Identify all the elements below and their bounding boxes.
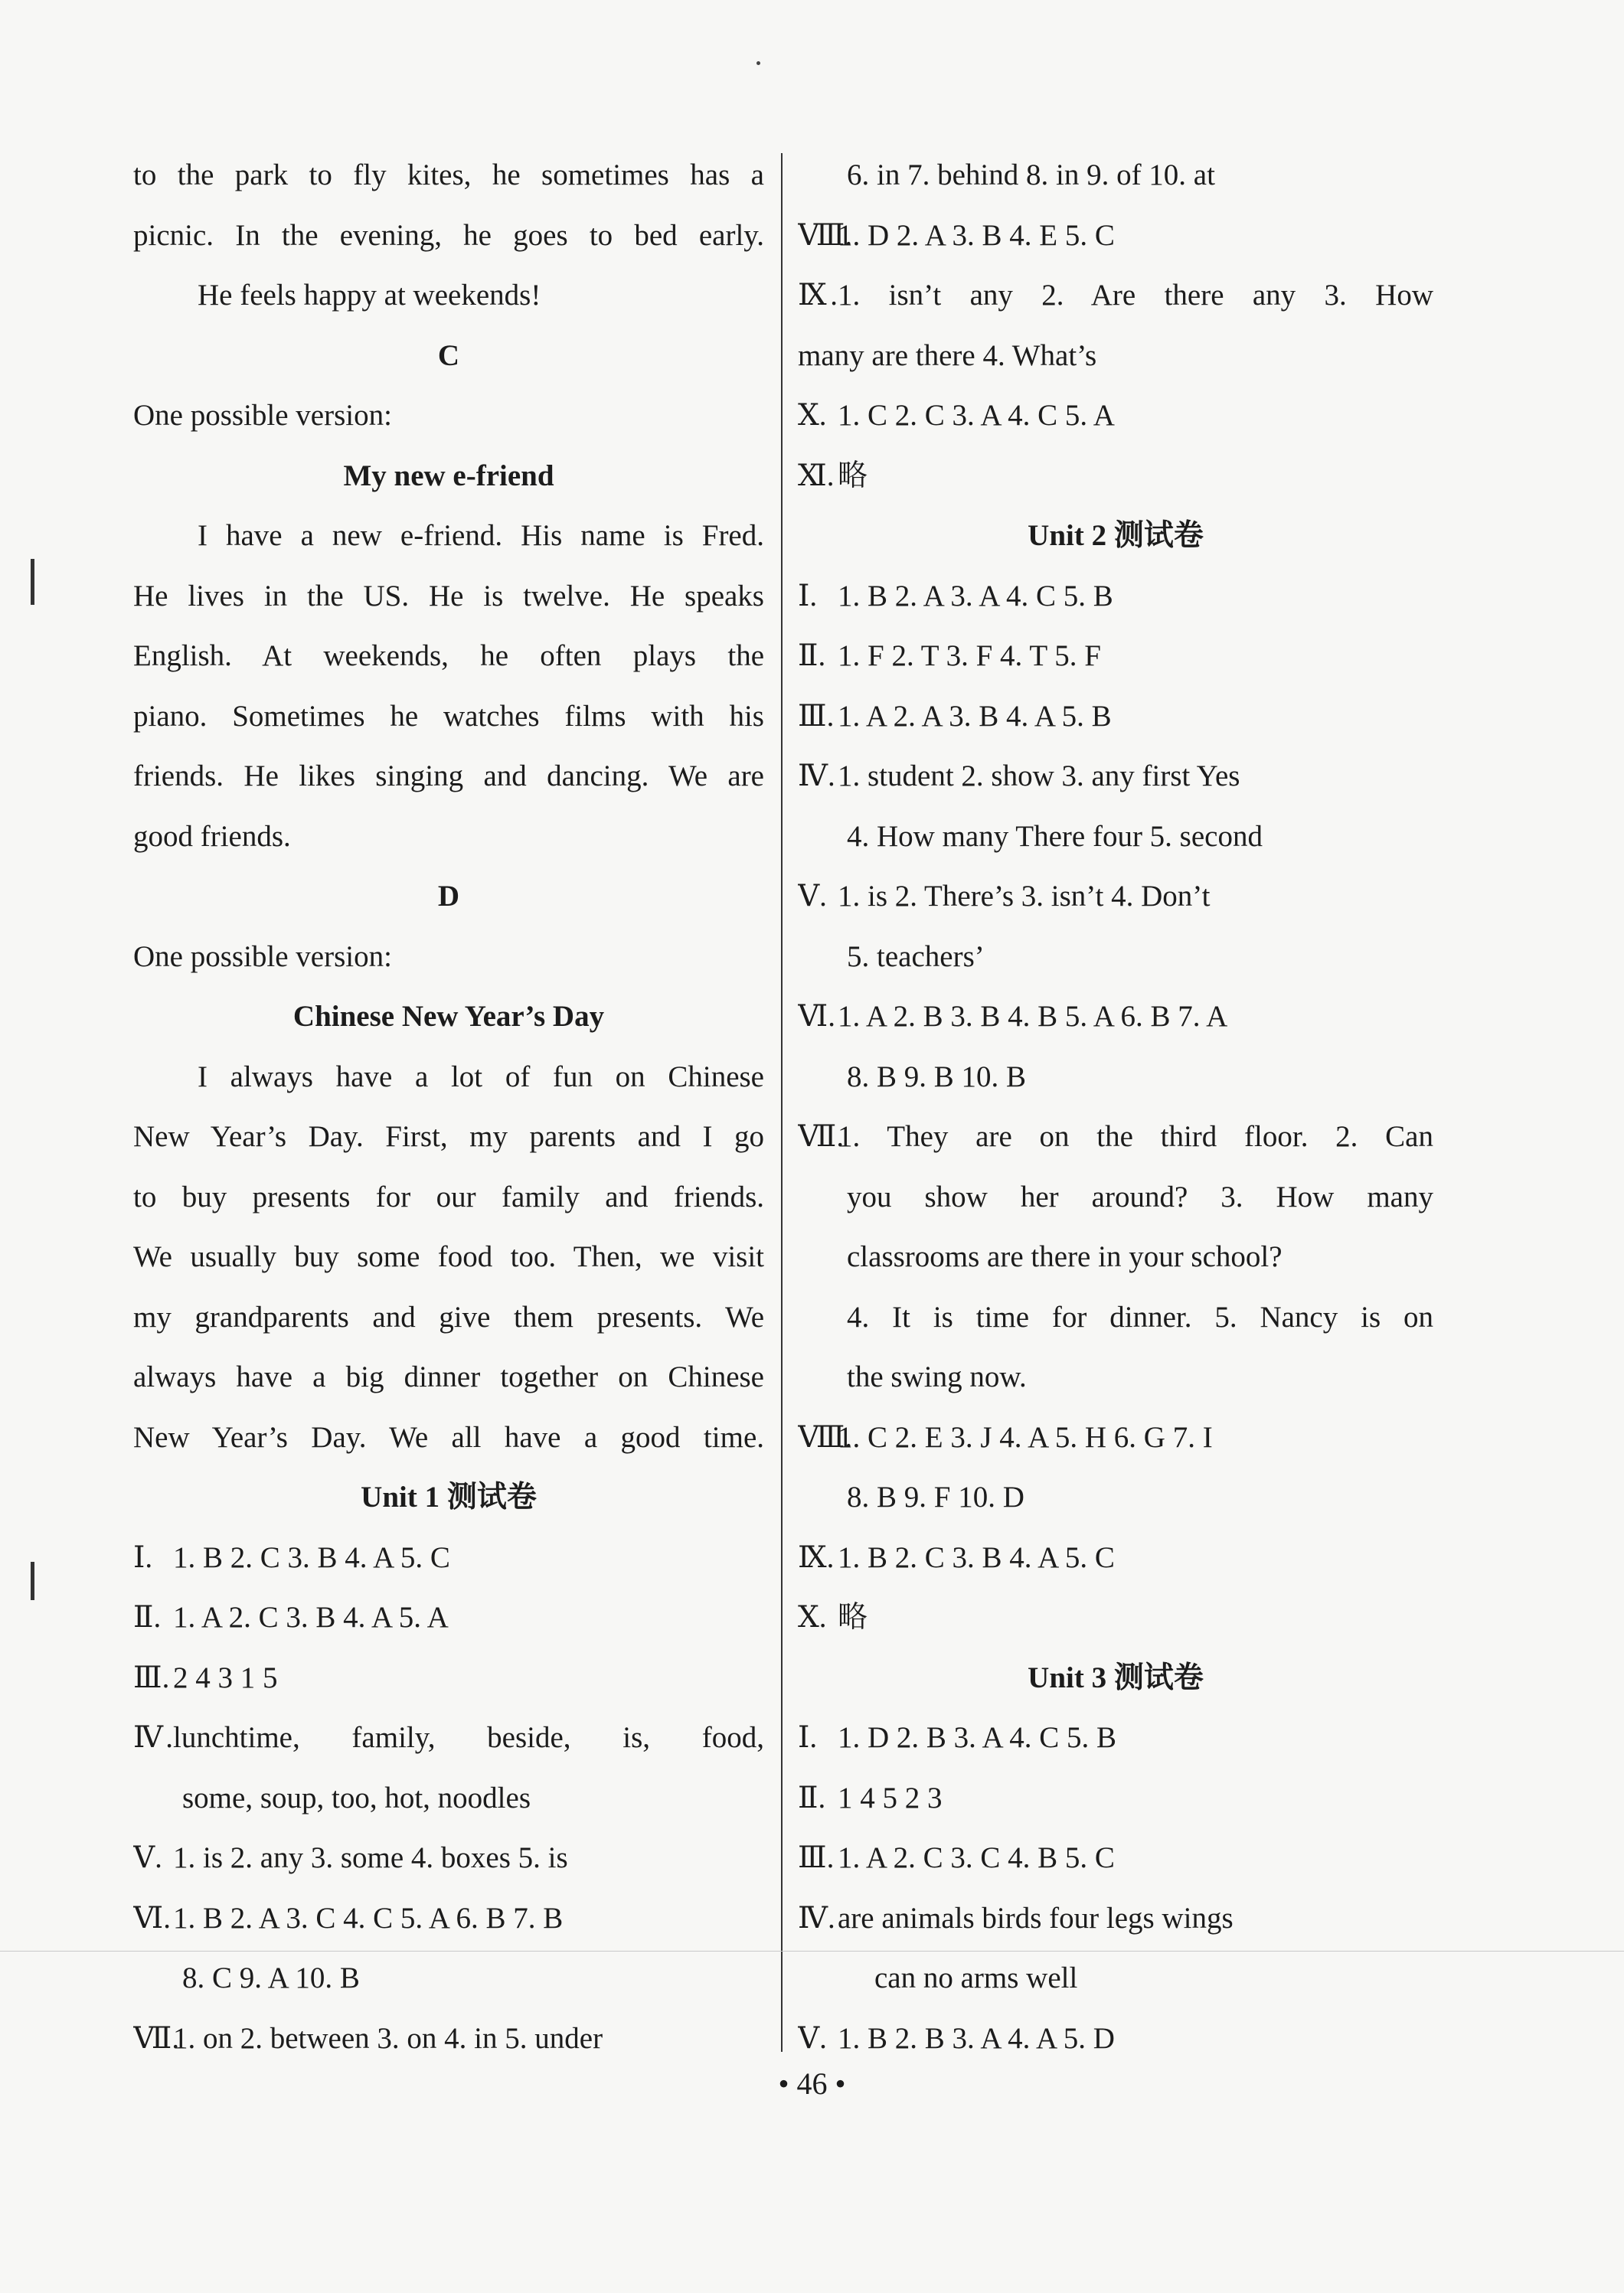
answer-line <box>133 2009 764 2069</box>
roman-numeral: Ⅰ. <box>798 1721 818 1754</box>
line-text: 1. A 2. A 3. B 4. A 5. B <box>838 699 1112 733</box>
line-text: I always have a lot of fun on Chinese <box>198 1060 764 1093</box>
line-text: One possible version: <box>133 399 392 432</box>
line-text: Chinese New Year’s Day <box>292 1000 605 1033</box>
line-text: 略 <box>838 459 868 492</box>
line-text: 6. in 7. behind 8. in 9. of 10. at <box>847 158 1215 191</box>
answer-line <box>798 1588 1433 1648</box>
roman-numeral: Ⅲ. <box>798 699 835 733</box>
line-text: Unit 1 测试卷 <box>361 1481 537 1514</box>
text-line <box>798 1288 1433 1348</box>
line-text: lunchtime, family, beside, is, food, <box>173 1721 764 1754</box>
answer-line <box>798 987 1433 1047</box>
text-line <box>133 1948 764 2009</box>
line-text: 1. student 2. show 3. any first Yes <box>838 759 1240 792</box>
text-line <box>798 1468 1433 1528</box>
text-line <box>133 626 764 687</box>
answer-line <box>798 386 1433 446</box>
line-text: to the park to fly kites, he sometimes has a <box>133 158 764 191</box>
text-line <box>133 746 764 807</box>
text-line <box>133 1047 764 1108</box>
line-text: D <box>437 880 460 913</box>
line-text: 1. D 2. A 3. B 4. E 5. C <box>838 218 1115 252</box>
answer-line <box>798 2009 1433 2069</box>
answer-line <box>133 1588 764 1648</box>
line-text: the swing now. <box>847 1360 1027 1393</box>
scan-line <box>0 1951 1624 1952</box>
text-line <box>133 145 764 206</box>
text-line <box>133 266 764 326</box>
answer-line <box>798 266 1433 326</box>
answer-line <box>798 1528 1433 1589</box>
line-text: 1. A 2. B 3. B 4. B 5. A 6. B 7. A <box>838 1000 1228 1033</box>
roman-numeral: Ⅸ. <box>798 279 838 312</box>
text-line <box>133 687 764 747</box>
answer-line <box>798 1889 1433 1949</box>
line-text: you show her around? 3. How many <box>847 1180 1433 1213</box>
text-line <box>798 145 1433 206</box>
roman-numeral: Ⅶ. <box>133 2021 180 2055</box>
text-line <box>133 807 764 867</box>
answer-line <box>798 567 1433 627</box>
answer-line <box>798 626 1433 687</box>
line-text: picnic. In the evening, he goes to bed early. <box>133 218 764 252</box>
text-line <box>798 807 1433 867</box>
text-line <box>133 1227 764 1288</box>
line-text: 4. How many There four 5. second <box>847 819 1263 853</box>
answer-line <box>798 1107 1433 1168</box>
line-text: piano. Sometimes he watches films with his <box>133 699 764 733</box>
top-speck <box>756 61 760 65</box>
text-line <box>133 1288 764 1348</box>
roman-numeral: Ⅷ. <box>798 218 853 252</box>
text-line <box>133 1408 764 1468</box>
text-line <box>798 927 1433 988</box>
roman-numeral: Ⅳ. <box>798 759 835 792</box>
line-text: He lives in the US. He is twelve. He speaks <box>133 579 764 612</box>
line-text: Unit 3 测试卷 <box>1028 1661 1204 1694</box>
text-line <box>133 1107 764 1168</box>
roman-numeral: Ⅲ. <box>798 1841 835 1874</box>
line-text: can no arms well <box>874 1961 1078 1994</box>
line-text: 略 <box>838 1601 868 1634</box>
line-text: 1. A 2. C 3. B 4. A 5. A <box>173 1601 449 1634</box>
text-line <box>133 927 764 988</box>
answer-line <box>798 1408 1433 1468</box>
line-text: many are there 4. What’s <box>798 338 1097 372</box>
text-line <box>133 206 764 266</box>
line-text: 1. on 2. between 3. on 4. in 5. under <box>173 2021 603 2055</box>
answer-line <box>133 1889 764 1949</box>
text-line <box>798 1168 1433 1228</box>
answer-line <box>133 1708 764 1769</box>
text-line <box>798 1047 1433 1108</box>
section-heading <box>798 1648 1433 1709</box>
line-text: 1. A 2. C 3. C 4. B 5. C <box>838 1841 1115 1874</box>
text-line <box>133 506 764 567</box>
section-heading <box>133 446 764 507</box>
roman-numeral: Ⅱ. <box>798 1781 826 1814</box>
answer-line <box>798 1828 1433 1889</box>
line-text: friends. He likes singing and dancing. We are <box>133 759 764 792</box>
line-text: 1. C 2. C 3. A 4. C 5. A <box>838 399 1115 432</box>
roman-numeral: Ⅳ. <box>798 1901 835 1935</box>
text-line <box>798 1227 1433 1288</box>
line-text: good friends. <box>133 819 291 853</box>
text-line <box>133 1769 764 1829</box>
answer-line <box>798 1708 1433 1769</box>
line-text: 1. B 2. C 3. B 4. A 5. C <box>838 1540 1115 1574</box>
roman-numeral: Ⅺ. <box>798 459 835 492</box>
line-text: my grandparents and give them presents. We <box>133 1300 764 1334</box>
text-line <box>133 1347 764 1408</box>
line-text: 1. B 2. A 3. A 4. C 5. B <box>838 579 1113 612</box>
text-line <box>798 1948 1433 2009</box>
right-column <box>798 145 1433 2069</box>
line-text: 5. teachers’ <box>847 939 985 973</box>
line-text: 8. B 9. F 10. D <box>847 1481 1024 1514</box>
line-text: 1. B 2. A 3. C 4. C 5. A 6. B 7. B <box>173 1901 564 1935</box>
roman-numeral: Ⅵ. <box>133 1901 171 1935</box>
line-text: 8. C 9. A 10. B <box>182 1961 360 1994</box>
answer-line <box>798 1769 1433 1829</box>
line-text: I have a new e-friend. His name is Fred. <box>198 519 764 552</box>
line-text: 1. is 2. There’s 3. isn’t 4. Don’t <box>838 880 1211 913</box>
line-text: some, soup, too, hot, noodles <box>182 1781 531 1814</box>
answer-line <box>798 746 1433 807</box>
line-text: 1. isn’t any 2. Are there any 3. How <box>838 279 1433 312</box>
line-text: We usually buy some food too. Then, we visit <box>133 1240 764 1273</box>
line-text: 1. B 2. B 3. A 4. A 5. D <box>838 2021 1115 2055</box>
answer-line <box>133 1648 764 1709</box>
line-text: C <box>437 338 460 372</box>
left-column <box>133 145 764 2069</box>
roman-numeral: Ⅵ. <box>798 1000 835 1033</box>
roman-numeral: Ⅹ. <box>798 399 827 432</box>
line-text: 1. B 2. C 3. B 4. A 5. C <box>173 1540 450 1574</box>
line-text: My new e-friend <box>343 459 554 492</box>
line-text: classrooms are there in your school? <box>847 1240 1283 1273</box>
line-text: 1. D 2. B 3. A 4. C 5. B <box>838 1721 1117 1754</box>
line-text: 1 4 5 2 3 <box>838 1781 943 1814</box>
roman-numeral: Ⅴ. <box>798 880 827 913</box>
section-heading <box>798 506 1433 567</box>
line-text: New Year’s Day. We all have a good time. <box>133 1420 764 1454</box>
section-heading <box>133 987 764 1047</box>
line-text: always have a big dinner together on Chinese <box>133 1360 764 1393</box>
roman-numeral: Ⅶ. <box>798 1120 845 1153</box>
scan-edge-mark <box>31 1562 34 1600</box>
roman-numeral: Ⅰ. <box>798 579 818 612</box>
line-text: 1. C 2. E 3. J 4. A 5. H 6. G 7. I <box>838 1420 1213 1454</box>
line-text: 1. F 2. T 3. F 4. T 5. F <box>838 639 1101 672</box>
answer-line <box>133 1828 764 1889</box>
roman-numeral: Ⅸ. <box>798 1540 835 1574</box>
answer-line <box>798 687 1433 747</box>
text-line <box>798 326 1433 387</box>
line-text: 4. It is time for dinner. 5. Nancy is on <box>847 1300 1433 1334</box>
answer-line <box>133 1528 764 1589</box>
answer-line <box>798 446 1433 507</box>
answer-line <box>798 206 1433 266</box>
line-text: to buy presents for our family and friends. <box>133 1180 764 1213</box>
line-text: are animals birds four legs wings <box>838 1901 1234 1935</box>
text-line <box>798 1347 1433 1408</box>
text-line <box>133 386 764 446</box>
answer-line <box>798 867 1433 927</box>
roman-numeral: Ⅲ. <box>133 1661 170 1694</box>
section-heading <box>133 867 764 927</box>
line-text: New Year’s Day. First, my parents and I go <box>133 1120 764 1153</box>
line-text: 1. is 2. any 3. some 4. boxes 5. is <box>173 1841 568 1874</box>
line-text: Unit 2 测试卷 <box>1028 519 1204 552</box>
roman-numeral: Ⅴ. <box>133 1841 162 1874</box>
roman-numeral: Ⅹ. <box>798 1601 827 1634</box>
scan-edge-mark <box>31 559 34 605</box>
line-text: One possible version: <box>133 939 392 973</box>
line-text: 2 4 3 1 5 <box>173 1661 278 1694</box>
line-text: 8. B 9. B 10. B <box>847 1060 1027 1093</box>
line-text: 1. They are on the third floor. 2. Can <box>838 1120 1433 1153</box>
column-divider <box>781 153 783 2052</box>
line-text: He feels happy at weekends! <box>198 279 541 312</box>
roman-numeral: Ⅱ. <box>798 639 826 672</box>
roman-numeral: Ⅷ. <box>798 1420 853 1454</box>
roman-numeral: Ⅱ. <box>133 1601 162 1634</box>
text-line <box>133 1168 764 1228</box>
roman-numeral: Ⅰ. <box>133 1540 153 1574</box>
page-number: • 46 • <box>778 2066 846 2101</box>
roman-numeral: Ⅳ. <box>133 1721 173 1754</box>
text-line <box>133 567 764 627</box>
roman-numeral: Ⅴ. <box>798 2021 827 2055</box>
section-heading <box>133 326 764 387</box>
line-text: English. At weekends, he often plays the <box>133 639 764 672</box>
section-heading <box>133 1468 764 1528</box>
